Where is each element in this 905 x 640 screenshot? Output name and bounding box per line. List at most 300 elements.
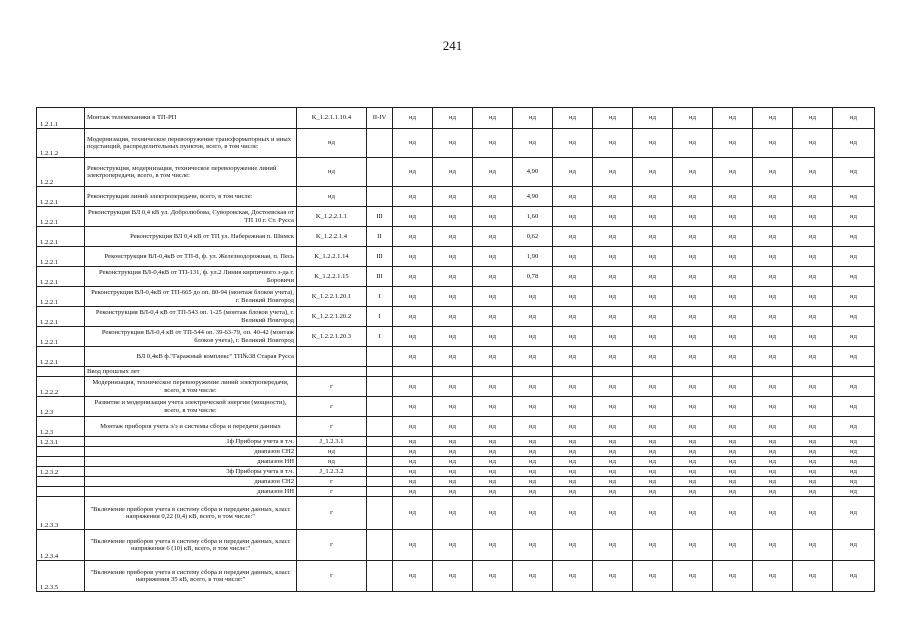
value-cell: нд: [753, 477, 793, 487]
value-cell: нд: [633, 447, 673, 457]
value-cell: нд: [473, 437, 513, 447]
row-code-cell: K_1.2.2.1.4: [297, 227, 367, 247]
value-cell: нд: [833, 327, 875, 347]
value-cell: нд: [553, 397, 593, 417]
value-cell: нд: [753, 487, 793, 497]
table-row: [37, 129, 875, 158]
value-cell: нд: [433, 497, 473, 530]
row-name-cell: Реконструкция ВЛ-0,4 кВ от ТП-544 оп. 39-63-79, оп. 40-42 (монтаж блоков учета), г. Великий Новгород: [85, 327, 297, 347]
value-cell: нд: [433, 207, 473, 227]
value-cell: нд: [833, 108, 875, 129]
row-category-cell: [367, 347, 393, 367]
value-cell: нд: [593, 307, 633, 327]
value-cell: нд: [593, 108, 633, 129]
value-cell: нд: [393, 530, 433, 561]
table-row: [37, 437, 875, 447]
value-cell: нд: [673, 530, 713, 561]
value-cell: нд: [793, 108, 833, 129]
row-name-cell: Реконструкция ВЛ-0,4кВ от ТП-665 до оп. 80-94 (монтаж блоков учета), г. Великий Новгород: [85, 287, 297, 307]
row-number-cell: 1.2.3.3: [37, 497, 85, 530]
table-row: [37, 227, 875, 247]
row-category-cell: [367, 367, 393, 377]
value-cell: нд: [433, 158, 473, 187]
row-name-cell: Развитие и модернизация учета электрической энергии (мощности), всего, в том числе:: [85, 397, 297, 417]
value-cell: нд: [593, 187, 633, 207]
value-cell: нд: [553, 530, 593, 561]
row-name-cell: Монтаж телемеханики в ТП-РП: [85, 108, 297, 129]
value-cell: нд: [713, 467, 753, 477]
value-cell: нд: [713, 487, 753, 497]
value-cell: нд: [753, 187, 793, 207]
value-cell: нд: [833, 207, 875, 227]
investment-program-table: [36, 107, 874, 592]
value-cell: нд: [793, 158, 833, 187]
value-cell: нд: [473, 129, 513, 158]
row-category-cell: [367, 447, 393, 457]
value-cell: [553, 367, 593, 377]
value-cell: нд: [593, 267, 633, 287]
table-row: [37, 487, 875, 497]
value-cell: нд: [593, 377, 633, 397]
row-category-cell: [367, 530, 393, 561]
value-cell: нд: [513, 397, 553, 417]
value-cell: нд: [393, 247, 433, 267]
table-row: [37, 457, 875, 467]
row-code-cell: г: [297, 561, 367, 592]
table-row: [37, 561, 875, 592]
value-cell: нд: [433, 487, 473, 497]
value-cell: нд: [593, 457, 633, 467]
value-cell: нд: [793, 417, 833, 437]
value-cell: нд: [473, 187, 513, 207]
value-cell: нд: [513, 467, 553, 477]
page-number: 241: [442, 38, 463, 53]
table-row: [37, 367, 875, 377]
row-name-cell: Реконструкция ВЛ-0,4кВ от ТП-8, ф. ул. Железнодорожная, п. Песь: [85, 247, 297, 267]
value-cell: нд: [793, 447, 833, 457]
value-cell: нд: [513, 347, 553, 367]
row-name-cell: Модернизация, техническое перевооружение линий электропередачи, всего, в том числе:: [85, 377, 297, 397]
value-cell: нд: [473, 467, 513, 477]
value-cell: нд: [553, 347, 593, 367]
value-cell: нд: [553, 287, 593, 307]
value-cell: [793, 367, 833, 377]
row-name-cell: Реконструкция ВЛ 0,4 кВ ул. Добролюбова, Суворовская, Достоевская от ТП 10 г. Ст. Русса: [85, 207, 297, 227]
value-cell: нд: [593, 477, 633, 487]
value-cell: нд: [593, 129, 633, 158]
row-number-cell: 1.2.1.1: [37, 108, 85, 129]
value-cell: нд: [753, 347, 793, 367]
value-cell: нд: [513, 108, 553, 129]
value-cell: нд: [673, 187, 713, 207]
value-cell: нд: [593, 497, 633, 530]
table-row: [37, 307, 875, 327]
value-cell: нд: [833, 227, 875, 247]
row-name-cell: Ввод прошлых лет: [85, 367, 297, 377]
table-row: [37, 108, 875, 129]
value-cell: нд: [473, 247, 513, 267]
value-cell: нд: [553, 457, 593, 467]
value-cell: нд: [713, 247, 753, 267]
row-name-cell: Реконструкция ВЛ-0,4 кВ от ТП-543 оп. 1-25 (монтаж блоков учета), г. Великий Новгород: [85, 307, 297, 327]
value-cell: нд: [753, 457, 793, 467]
value-cell: нд: [513, 477, 553, 487]
value-cell: нд: [753, 287, 793, 307]
value-cell: нд: [833, 129, 875, 158]
row-name-cell: диапазон СН2: [85, 447, 297, 457]
table-row: [37, 187, 875, 207]
row-code-cell: K_1.2.2.1.1: [297, 207, 367, 227]
row-category-cell: I: [367, 307, 393, 327]
row-number-cell: 1.2.2.1: [37, 327, 85, 347]
row-category-cell: [367, 377, 393, 397]
row-number-cell: 1.2.3.1: [37, 437, 85, 447]
value-cell: нд: [673, 207, 713, 227]
value-cell: нд: [473, 447, 513, 457]
value-cell: нд: [753, 417, 793, 437]
value-cell: нд: [433, 397, 473, 417]
value-cell: нд: [833, 447, 875, 457]
row-name-cell: диапазон СН2: [85, 477, 297, 487]
value-cell: нд: [633, 267, 673, 287]
value-cell: нд: [593, 397, 633, 417]
value-cell: нд: [673, 561, 713, 592]
value-cell: нд: [833, 347, 875, 367]
value-cell: нд: [433, 437, 473, 447]
value-cell: нд: [593, 530, 633, 561]
value-cell: нд: [673, 247, 713, 267]
table-row: [37, 397, 875, 417]
value-cell: нд: [633, 467, 673, 477]
value-cell: нд: [753, 497, 793, 530]
value-cell: нд: [553, 158, 593, 187]
value-cell: нд: [393, 347, 433, 367]
value-cell: нд: [633, 129, 673, 158]
value-cell: нд: [553, 561, 593, 592]
value-cell: нд: [633, 377, 673, 397]
value-cell: нд: [673, 447, 713, 457]
value-cell: нд: [433, 129, 473, 158]
value-cell: нд: [793, 307, 833, 327]
value-cell: нд: [793, 267, 833, 287]
row-code-cell: K_1.2.2.1.20.1: [297, 287, 367, 307]
value-cell: нд: [393, 129, 433, 158]
value-cell: нд: [713, 347, 753, 367]
value-cell: нд: [553, 247, 593, 267]
value-cell: нд: [473, 397, 513, 417]
row-category-cell: I: [367, 287, 393, 307]
value-cell: нд: [553, 467, 593, 477]
value-cell: нд: [553, 307, 593, 327]
row-number-cell: 1.2.2.2: [37, 377, 85, 397]
value-cell: [713, 367, 753, 377]
value-cell: нд: [393, 327, 433, 347]
value-cell: нд: [473, 158, 513, 187]
row-number-cell: [37, 457, 85, 467]
row-number-cell: 1.2.2.1: [37, 287, 85, 307]
value-cell: нд: [513, 437, 553, 447]
value-cell: нд: [593, 287, 633, 307]
value-cell: нд: [593, 158, 633, 187]
value-cell: нд: [553, 477, 593, 487]
value-cell: нд: [673, 457, 713, 467]
value-cell: нд: [833, 307, 875, 327]
value-cell: нд: [473, 377, 513, 397]
row-code-cell: K_1.2.2.1.20.2: [297, 307, 367, 327]
row-name-cell: Модернизация, техническое перевооружение трансформаторных и иных подстанций, распределительных пунктов, всего, в том числе:: [85, 129, 297, 158]
value-cell: нд: [633, 287, 673, 307]
table-row: [37, 497, 875, 530]
value-cell: нд: [433, 108, 473, 129]
value-cell: нд: [393, 477, 433, 487]
row-number-cell: 1.2.3: [37, 397, 85, 417]
value-cell: нд: [433, 347, 473, 367]
value-cell: нд: [433, 530, 473, 561]
value-cell: [393, 367, 433, 377]
value-cell: нд: [513, 457, 553, 467]
value-cell: нд: [393, 437, 433, 447]
value-cell: нд: [793, 561, 833, 592]
value-cell: нд: [713, 447, 753, 457]
value-cell: нд: [673, 417, 713, 437]
value-cell: нд: [633, 530, 673, 561]
row-number-cell: 1.2.3: [37, 417, 85, 437]
value-cell: нд: [833, 158, 875, 187]
value-cell: нд: [473, 108, 513, 129]
value-cell: нд: [673, 227, 713, 247]
value-cell: нд: [753, 530, 793, 561]
value-cell: [753, 367, 793, 377]
value-cell: нд: [753, 207, 793, 227]
value-cell: нд: [833, 457, 875, 467]
value-cell: нд: [473, 530, 513, 561]
value-cell: нд: [473, 347, 513, 367]
value-cell: нд: [433, 477, 473, 487]
row-category-cell: [367, 129, 393, 158]
value-cell: нд: [553, 227, 593, 247]
row-code-cell: нд: [297, 447, 367, 457]
value-cell: нд: [433, 307, 473, 327]
row-code-cell: J_1.2.3.2: [297, 467, 367, 477]
value-cell: нд: [673, 287, 713, 307]
value-cell: нд: [753, 108, 793, 129]
value-cell: нд: [793, 287, 833, 307]
value-cell: нд: [793, 457, 833, 467]
value-cell: нд: [713, 561, 753, 592]
value-cell: нд: [833, 377, 875, 397]
value-cell: нд: [753, 129, 793, 158]
row-name-cell: диапазон НН: [85, 457, 297, 467]
value-cell: нд: [673, 467, 713, 477]
value-cell: нд: [713, 158, 753, 187]
table-row: [37, 158, 875, 187]
value-cell: нд: [393, 447, 433, 457]
value-cell: нд: [633, 108, 673, 129]
row-category-cell: III: [367, 207, 393, 227]
row-category-cell: [367, 158, 393, 187]
row-number-cell: 1.2.2.1: [37, 307, 85, 327]
value-cell: [473, 367, 513, 377]
row-code-cell: г: [297, 397, 367, 417]
row-number-cell: 1.2.2.1: [37, 187, 85, 207]
value-cell: нд: [393, 207, 433, 227]
row-name-cell: "Включение приборов учета в систему сбора и передачи данных, класс напряжения 35 кВ, всего, в том числе:": [85, 561, 297, 592]
row-number-cell: 1.2.3.2: [37, 467, 85, 477]
row-category-cell: [367, 417, 393, 437]
value-cell: нд: [713, 497, 753, 530]
value-cell: нд: [433, 187, 473, 207]
value-cell: нд: [673, 377, 713, 397]
value-cell: нд: [593, 467, 633, 477]
value-cell: 1,60: [513, 207, 553, 227]
value-cell: нд: [673, 437, 713, 447]
row-number-cell: 1.2.2.1: [37, 227, 85, 247]
row-number-cell: 1.2.1.2: [37, 129, 85, 158]
value-cell: нд: [833, 487, 875, 497]
row-code-cell: [297, 367, 367, 377]
value-cell: нд: [713, 207, 753, 227]
value-cell: нд: [673, 477, 713, 487]
value-cell: нд: [433, 457, 473, 467]
value-cell: нд: [793, 129, 833, 158]
value-cell: нд: [753, 397, 793, 417]
value-cell: нд: [753, 377, 793, 397]
value-cell: нд: [753, 267, 793, 287]
value-cell: нд: [513, 417, 553, 437]
value-cell: нд: [633, 307, 673, 327]
value-cell: нд: [553, 207, 593, 227]
value-cell: нд: [713, 327, 753, 347]
value-cell: нд: [753, 561, 793, 592]
value-cell: нд: [713, 307, 753, 327]
row-code-cell: [297, 347, 367, 367]
row-number-cell: 1.2.3.4: [37, 530, 85, 561]
value-cell: нд: [433, 447, 473, 457]
row-name-cell: Реконструкция линий электропередачи, всего, в том числе:: [85, 187, 297, 207]
row-code-cell: г: [297, 377, 367, 397]
row-category-cell: I: [367, 327, 393, 347]
value-cell: нд: [433, 327, 473, 347]
value-cell: нд: [633, 207, 673, 227]
row-name-cell: ВЛ 0,4кВ ф."Гаражный комплекс" ТП№38 Старая Русса: [85, 347, 297, 367]
value-cell: нд: [673, 307, 713, 327]
row-code-cell: K_1.2.1.1.10.4: [297, 108, 367, 129]
value-cell: нд: [673, 158, 713, 187]
row-name-cell: Реконструкция, модернизация, техническое перевооружение линий электропередачи, всего, в том числе:: [85, 158, 297, 187]
value-cell: нд: [753, 467, 793, 477]
table-row: [37, 530, 875, 561]
table-row: [37, 247, 875, 267]
value-cell: нд: [593, 347, 633, 367]
row-code-cell: нд: [297, 158, 367, 187]
value-cell: нд: [593, 561, 633, 592]
row-category-cell: II-IV: [367, 108, 393, 129]
value-cell: 4,90: [513, 158, 553, 187]
value-cell: нд: [833, 530, 875, 561]
value-cell: нд: [433, 267, 473, 287]
row-name-cell: диапазон НН: [85, 487, 297, 497]
row-category-cell: [367, 561, 393, 592]
value-cell: нд: [553, 327, 593, 347]
value-cell: нд: [793, 327, 833, 347]
value-cell: нд: [593, 327, 633, 347]
value-cell: нд: [673, 487, 713, 497]
value-cell: нд: [633, 327, 673, 347]
row-number-cell: 1.2.2.1: [37, 267, 85, 287]
value-cell: нд: [753, 227, 793, 247]
value-cell: нд: [833, 417, 875, 437]
value-cell: нд: [833, 397, 875, 417]
value-cell: нд: [553, 267, 593, 287]
row-code-cell: нд: [297, 129, 367, 158]
value-cell: нд: [393, 287, 433, 307]
row-number-cell: [37, 477, 85, 487]
value-cell: нд: [393, 467, 433, 477]
value-cell: нд: [833, 247, 875, 267]
row-category-cell: [367, 437, 393, 447]
value-cell: нд: [633, 187, 673, 207]
value-cell: нд: [553, 377, 593, 397]
value-cell: нд: [593, 417, 633, 437]
value-cell: нд: [473, 417, 513, 437]
value-cell: нд: [673, 497, 713, 530]
value-cell: нд: [793, 187, 833, 207]
value-cell: нд: [593, 227, 633, 247]
value-cell: нд: [793, 207, 833, 227]
value-cell: нд: [433, 227, 473, 247]
value-cell: нд: [513, 287, 553, 307]
value-cell: нд: [513, 129, 553, 158]
value-cell: нд: [513, 561, 553, 592]
value-cell: нд: [393, 377, 433, 397]
value-cell: нд: [713, 227, 753, 247]
value-cell: нд: [393, 267, 433, 287]
value-cell: нд: [393, 397, 433, 417]
value-cell: нд: [833, 467, 875, 477]
value-cell: нд: [833, 267, 875, 287]
value-cell: нд: [833, 497, 875, 530]
value-cell: нд: [673, 108, 713, 129]
value-cell: нд: [713, 108, 753, 129]
value-cell: нд: [753, 447, 793, 457]
value-cell: нд: [633, 417, 673, 437]
value-cell: нд: [673, 397, 713, 417]
value-cell: нд: [713, 477, 753, 487]
value-cell: нд: [513, 307, 553, 327]
value-cell: нд: [473, 457, 513, 467]
value-cell: нд: [833, 561, 875, 592]
value-cell: нд: [473, 207, 513, 227]
value-cell: нд: [713, 397, 753, 417]
value-cell: нд: [633, 477, 673, 487]
row-code-cell: г: [297, 497, 367, 530]
table-row: [37, 377, 875, 397]
row-category-cell: [367, 457, 393, 467]
value-cell: нд: [713, 457, 753, 467]
value-cell: нд: [793, 227, 833, 247]
value-cell: 0,62: [513, 227, 553, 247]
value-cell: нд: [393, 227, 433, 247]
value-cell: нд: [713, 129, 753, 158]
value-cell: нд: [553, 187, 593, 207]
value-cell: нд: [553, 129, 593, 158]
row-name-cell: 3ф Приборы учета в т.ч.: [85, 467, 297, 477]
value-cell: нд: [713, 267, 753, 287]
value-cell: нд: [833, 477, 875, 487]
row-code-cell: K_1.2.2.1.15: [297, 267, 367, 287]
value-cell: нд: [553, 108, 593, 129]
value-cell: [433, 367, 473, 377]
